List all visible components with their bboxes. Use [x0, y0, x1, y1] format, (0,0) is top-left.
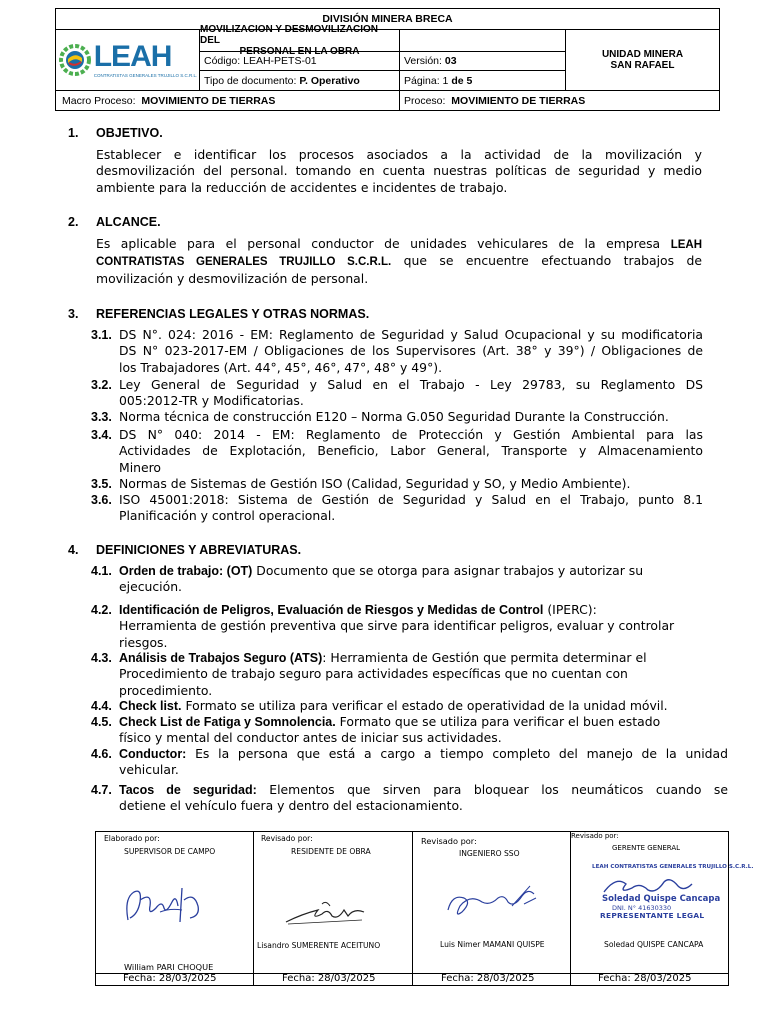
- item-text: [119, 698, 728, 714]
- item-text: [119, 714, 728, 747]
- item-text: [119, 563, 728, 596]
- signature-col-divider: [570, 831, 571, 986]
- document-title-line1: MOVILIZACION Y DESMOVILIZACION DEL: [200, 24, 378, 46]
- macro-process-value: MOVIMIENTO DE TIERRAS: [141, 94, 276, 107]
- definition-text: Es la persona que está a cargo a tiempo completo del manejo de la unidad: [186, 746, 728, 761]
- item-line: los Trabajadores (Art. 44°, 45°, 46°, 47°, 48° y 49°).: [119, 359, 443, 375]
- item-line: Ley General de Seguridad y Salud en el Trabajo - Ley 29783, su Reglamento DS: [119, 377, 703, 392]
- definition-term: Análisis de Trabajos Seguro (ATS): [119, 651, 323, 665]
- section-number: 3.: [68, 307, 79, 321]
- signature-label: Revisado por:: [421, 836, 477, 846]
- item-line: ISO 45001:2018: Sistema de Gestión de Seguridad y Salud en el Trabajo, punto 8.1: [119, 492, 703, 507]
- item-line: físico y mental del conductor antes de iniciar sus actividades.: [119, 730, 502, 746]
- alcance-paragraph: [96, 236, 702, 287]
- item-number: 4.6.: [91, 747, 112, 761]
- signature-col-divider: [412, 831, 413, 986]
- company-name: CONTRATISTAS GENERALES TRUJILLO S.C.R.L.: [96, 256, 392, 269]
- item-number: 3.4.: [91, 428, 112, 442]
- unit-cell: [565, 29, 720, 91]
- signer-name: Luis Nimer MAMANI QUISPE: [440, 940, 545, 949]
- item-text: [119, 602, 728, 651]
- item-text: [119, 492, 703, 525]
- item-line: Normas de Sistemas de Gestión ISO (Calidad, Seguridad y SO, y Medio Ambiente).: [119, 476, 631, 491]
- item-line: DS N° 040: 2014 - EM: Reglamento de Protección y Gestión Ambiental para las: [119, 427, 703, 442]
- item-line: [119, 746, 728, 762]
- item-line: Planificación y control operacional.: [119, 508, 336, 524]
- signature-scribble-3: [442, 876, 542, 926]
- section-definiciones-heading: [68, 543, 568, 559]
- doc-type-cell: [199, 70, 400, 91]
- unit-line2: SAN RAFAEL: [610, 60, 675, 71]
- objetivo-line: desmovilización del personal. tomando en cuenta nuestras políticas de seguridad y medio: [96, 163, 702, 179]
- section-title: OBJETIVO.: [96, 126, 163, 140]
- definition-text: Elementos que sirven para bloquear los neumáticos cuando se: [256, 782, 728, 797]
- company-logo: [58, 42, 198, 78]
- signature-role: INGENIERO SSO: [459, 849, 520, 858]
- logo-cell: [55, 29, 200, 91]
- item-text: [119, 377, 703, 410]
- doc-type-value: P. Operativo: [299, 74, 360, 87]
- logo-wordmark: LEAH: [93, 40, 172, 73]
- code-cell: [199, 51, 400, 71]
- document-code: Código: LEAH-PETS-01: [204, 55, 317, 67]
- item-line: [119, 698, 728, 714]
- company-division-header: DIVISIÓN MINERA BRECA: [55, 8, 720, 30]
- section-alcance-heading: [68, 215, 468, 231]
- stamp-company: LEAH CONTRATISTAS GENERALES TRUJILLO S.C.R.L.: [592, 864, 754, 870]
- item-number: 4.5.: [91, 715, 112, 729]
- item-number: 4.3.: [91, 651, 112, 665]
- item-text: [119, 427, 703, 476]
- item-number: 3.2.: [91, 378, 112, 392]
- signature-label: Elaborado por:: [104, 834, 160, 843]
- section-number: 4.: [68, 543, 79, 557]
- stamp-name: Soledad Quispe Cancapa: [602, 894, 721, 904]
- item-line: riesgos.: [119, 634, 168, 650]
- section-referencias-heading: [68, 307, 568, 323]
- company-stamp: [592, 864, 754, 926]
- item-line: Herramienta de gestión preventiva que sirve para identificar peligros, evaluar y controlar: [119, 618, 675, 634]
- item-text: [119, 476, 703, 492]
- section-number: 2.: [68, 215, 79, 229]
- page-cell: [399, 70, 566, 91]
- definition-text: Formato se utiliza para verificar el estado de operatividad de la unidad móvil.: [181, 698, 668, 713]
- item-line: [119, 714, 728, 730]
- alcance-line: [96, 236, 702, 253]
- page-of: de 5: [451, 74, 473, 87]
- item-line: Norma técnica de construcción E120 – Norma G.050 Seguridad Durante la Construcción.: [119, 409, 669, 424]
- item-line: Procedimiento de trabajo seguro para actividades específicas que no cuentan con: [119, 666, 628, 682]
- version-label: Versión:: [404, 55, 442, 67]
- version-cell: [399, 51, 566, 71]
- page-value: 1: [442, 74, 449, 87]
- document-title-line2: PERSONAL EN LA OBRA: [239, 46, 360, 57]
- process-cell: [399, 90, 720, 111]
- item-line: 005:2012-TR y Modificatorias.: [119, 393, 304, 409]
- signer-name: William PARI CHOQUE: [124, 962, 214, 972]
- alcance-line: movilización y desmovilización de personal.: [96, 270, 369, 286]
- item-line: Minero: [119, 459, 162, 475]
- section-title: REFERENCIAS LEGALES Y OTRAS NORMAS.: [96, 307, 370, 321]
- section-title: DEFINICIONES Y ABREVIATURAS.: [96, 543, 302, 557]
- signature-scribble-2: [282, 890, 372, 930]
- item-line: vehicular.: [119, 762, 179, 778]
- item-line: ejecución.: [119, 579, 182, 595]
- macro-process-label: Macro Proceso:: [62, 94, 136, 107]
- document-title: [199, 24, 400, 57]
- item-line: [119, 650, 728, 666]
- company-name: LEAH: [670, 239, 702, 251]
- signature-date: Fecha: 28/03/2025: [123, 973, 217, 984]
- section-title: ALCANCE.: [96, 215, 161, 229]
- item-number: 3.6.: [91, 493, 112, 507]
- item-line: DS N°. 024: 2016 - EM: Reglamento de Seguridad y Salud Ocupacional y su modificatoria: [119, 327, 703, 342]
- alcance-text: que se encuentre efectuando trabajos de: [403, 253, 702, 269]
- item-number: 4.7.: [91, 783, 112, 797]
- item-number: 3.5.: [91, 477, 112, 491]
- logo-subtitle: CONTRATISTAS GENERALES TRUJILLO S.C.R.L.: [93, 73, 198, 78]
- definition-term: Tacos de seguridad:: [119, 783, 257, 797]
- item-number: 4.2.: [91, 603, 112, 617]
- definition-text: : Herramienta de Gestión que permita determinar el: [322, 650, 647, 665]
- definition-term: Check list.: [119, 699, 182, 713]
- signature-date: Fecha: 28/03/2025: [441, 973, 535, 984]
- signature-date: Fecha: 28/03/2025: [282, 973, 376, 984]
- section-objetivo-heading: [68, 126, 468, 142]
- title-spacer-cell: [399, 29, 566, 52]
- stamp-dni: DNI. N° 41630330: [612, 904, 672, 912]
- signer-name: Soledad QUISPE CANCAPA: [604, 940, 704, 949]
- item-line: [119, 602, 728, 618]
- alcance-line: [96, 253, 702, 270]
- signature-label: Revisado por:: [571, 832, 619, 840]
- objetivo-line: Establecer e identificar los procesos asociados a la actividad de la movilización y: [96, 147, 702, 162]
- definition-text: (IPERC):: [543, 602, 597, 617]
- item-line: Actividades de Explotación, Beneficio, Labor General, Transporte y Almacenamiento: [119, 443, 703, 459]
- definition-term: Identificación de Peligros, Evaluación de Riesgos y Medidas de Control: [119, 603, 544, 617]
- page-label: Página:: [404, 74, 440, 87]
- macro-process-cell: [55, 90, 400, 111]
- item-text: [119, 746, 728, 779]
- definition-text: Documento que se otorga para asignar trabajos y autorizar su: [252, 563, 644, 578]
- item-number: 3.1.: [91, 328, 112, 342]
- definition-text: Formato que se utiliza para verificar el buen estado: [335, 714, 661, 729]
- item-text: [119, 650, 728, 699]
- signature-date: Fecha: 28/03/2025: [598, 973, 692, 984]
- signature-role: SUPERVISOR DE CAMPO: [124, 847, 216, 856]
- signature-label: Revisado por:: [261, 834, 313, 843]
- signature-role: GERENTE GENERAL: [612, 844, 681, 852]
- definition-term: Conductor:: [119, 747, 187, 761]
- signature-col-divider: [253, 831, 254, 986]
- item-text: [119, 782, 728, 815]
- item-text: [119, 409, 703, 425]
- doc-type-label: Tipo de documento:: [204, 74, 297, 87]
- item-number: 3.3.: [91, 410, 112, 424]
- objetivo-paragraph: [96, 147, 702, 196]
- process-label: Proceso:: [404, 94, 446, 107]
- item-line: [119, 782, 728, 798]
- signature-scribble-1: [120, 878, 210, 933]
- unit-line1: UNIDAD MINERA: [601, 49, 684, 60]
- item-text: [119, 327, 703, 376]
- item-line: detiene el vehículo fuera y dentro del estacionamiento.: [119, 798, 463, 814]
- item-line: procedimiento.: [119, 682, 213, 698]
- objetivo-line: ambiente para la reducción de accidentes e incidentes de trabajo.: [96, 179, 508, 195]
- signature-role: RESIDENTE DE OBRA: [291, 847, 371, 856]
- item-number: 4.4.: [91, 699, 112, 713]
- process-value: MOVIMIENTO DE TIERRAS: [451, 94, 586, 107]
- stamp-title: REPRESENTANTE LEGAL: [600, 911, 705, 920]
- item-line: [119, 563, 728, 579]
- version-value: 03: [444, 55, 457, 67]
- gear-globe-icon: [58, 43, 92, 77]
- signer-name: Lisandro SUMERENTE ACEITUNO: [257, 941, 381, 950]
- item-number: 4.1.: [91, 564, 112, 578]
- item-line: DS N° 023-2017-EM / Obligaciones de los Supervisores (Art. 38° y 39°) / Obligaciones de: [119, 343, 703, 359]
- definition-term: Check List de Fatiga y Somnolencia.: [119, 715, 336, 729]
- section-number: 1.: [68, 126, 79, 140]
- alcance-text: Es aplicable para el personal conductor de unidades vehiculares de la empresa: [96, 236, 661, 251]
- definition-term: Orden de trabajo: (OT): [119, 564, 253, 578]
